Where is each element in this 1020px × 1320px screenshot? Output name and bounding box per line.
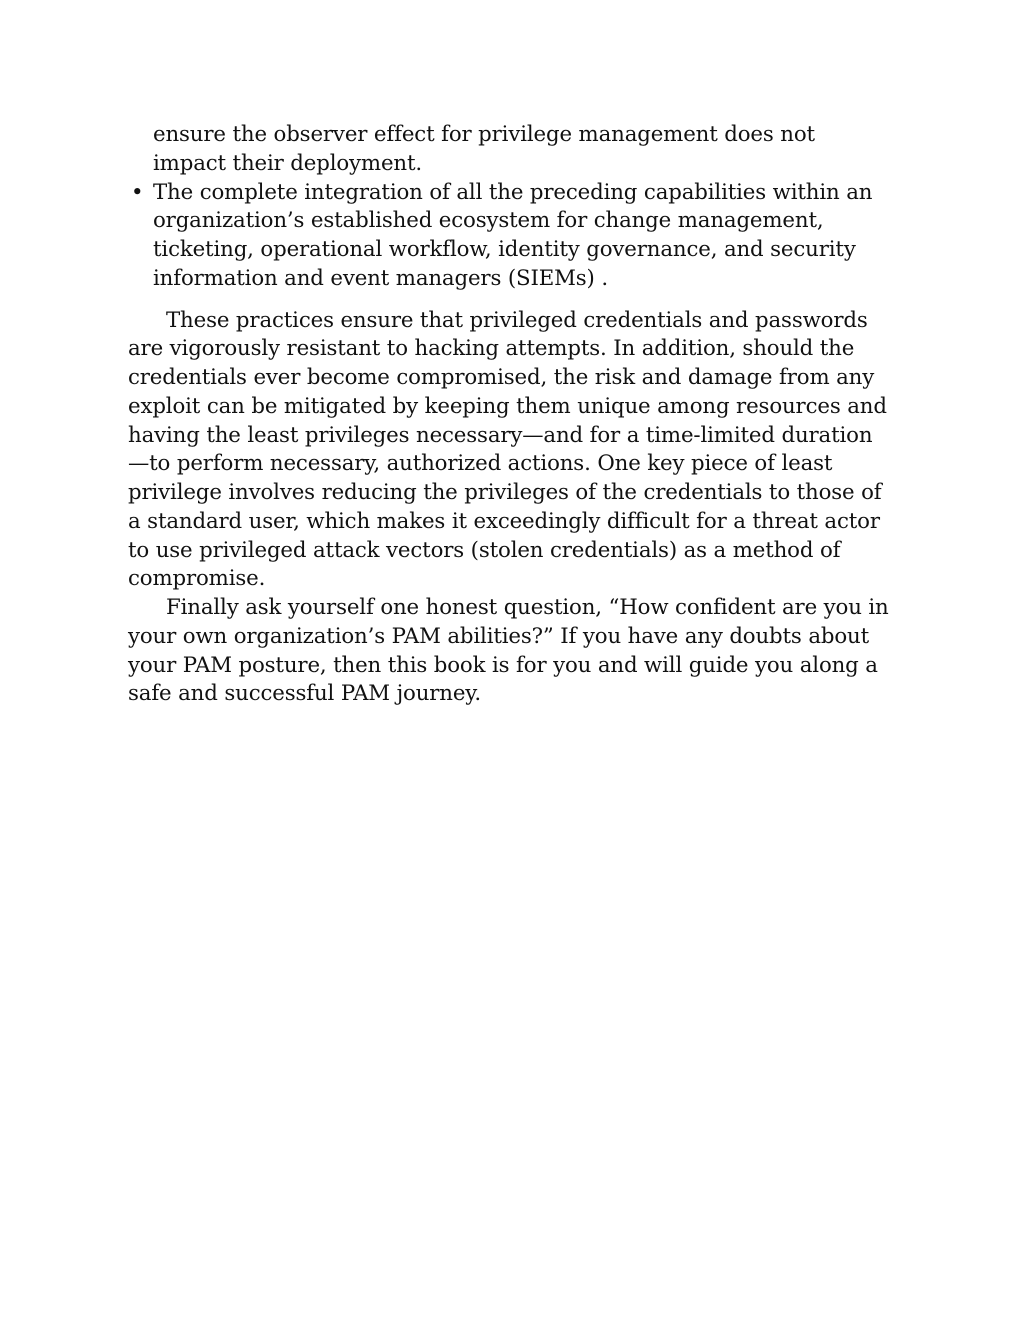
bullet-marker: • [131,179,144,205]
bullet-item-integration [128,179,894,294]
bullet-item-continued [128,121,894,179]
bullet-text: ensure the observer effect for privilege management does not impact their deployment. [153,122,815,176]
document-page [128,121,894,709]
paragraph-closing-question: Finally ask yourself one honest question, “How confident are you in your own organization’s PAM abilities?” If you have any doubts about your PAM posture, then this book is for you and will guide you along a safe and successful PAM journey. [128,595,889,707]
paragraph-practices: These practices ensure that privileged credentials and passwords are vigorously resistant to hacking attempts. In addition, should the credentials ever become compromised, the risk and damage from any exploit can be mitigated by keeping them unique among resources and having the least privileges necessary—and for a time-limited duration —to perform necessary, authorized actions. One key piece of least privilege involves reducing the privileges of the credentials to those of a standard user, which makes it exceedingly difficult for a threat actor to use privileged attack vectors (stolen credentials) as a method of compromise. [128,307,887,592]
spacer [128,294,894,307]
bullet-text: The complete integration of all the preceding capabilities within an organization’s established ecosystem for change management, ticketing, operational workflow, identity governance, and security information and event managers (SIEMs) . [153,179,873,291]
bullet-list [128,121,894,294]
